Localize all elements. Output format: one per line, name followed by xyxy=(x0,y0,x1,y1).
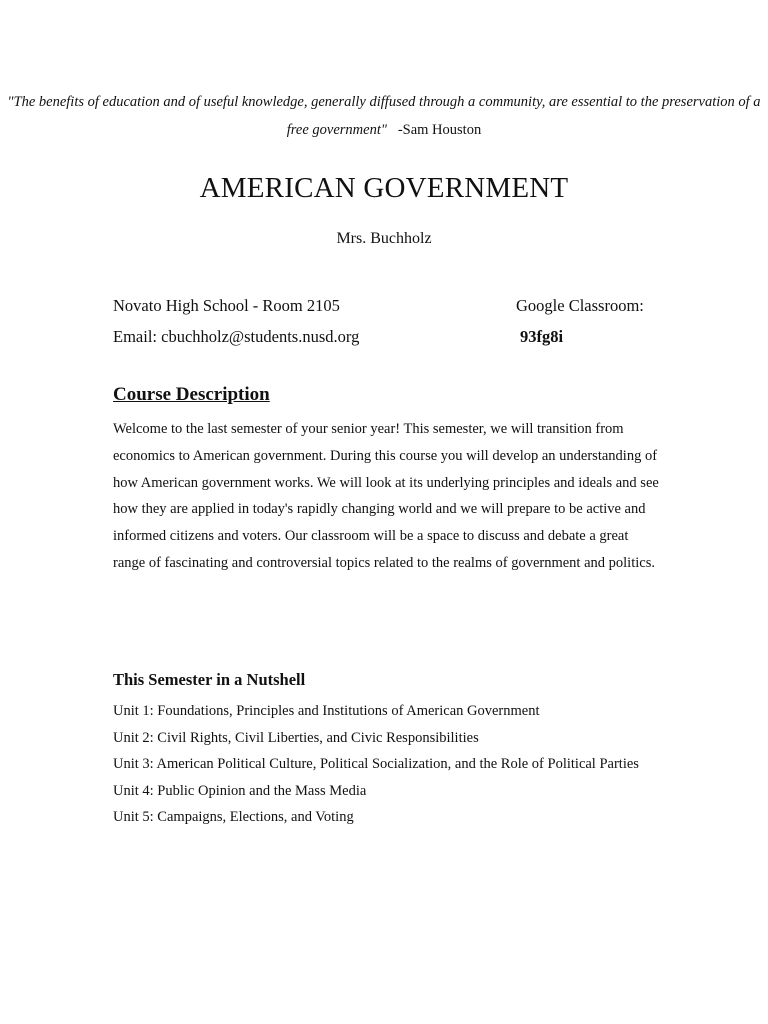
unit-item: Unit 4: Public Opinion and the Mass Media xyxy=(113,782,367,799)
google-classroom-info xyxy=(516,290,644,352)
course-description-heading: Course Description xyxy=(113,384,270,405)
epigraph-quote xyxy=(0,88,768,144)
google-classroom-code: 93fg8i xyxy=(520,327,564,346)
contact-info xyxy=(113,290,359,352)
school-room: Novato High School - Room 2105 xyxy=(113,296,340,315)
quote-author: -Sam Houston xyxy=(397,122,482,138)
unit-item: Unit 1: Foundations, Principles and Institutions of American Government xyxy=(113,703,540,719)
teacher-name: Mrs. Buchholz xyxy=(336,230,432,247)
course-description-body: Welcome to the last semester of your senior year! This semester, we will transition from economics to American government. During this course you will develop an understanding of how American government works. We will look at its underlying principles and ideals and see how they are applied in today's rapidly changing world and we will prepare to be active and informed citizens and voters. Our classroom will be a space to discuss and debate a great range of fascinating and controversial topics related to the realms of government and politics. xyxy=(113,421,659,571)
course-title: AMERICAN GOVERNMENT xyxy=(199,172,569,204)
unit-item: Unit 3: American Political Culture, Political Socialization, and the Role of Political Parties xyxy=(113,756,639,772)
google-classroom-label: Google Classroom: xyxy=(516,296,644,315)
unit-item: Unit 2: Civil Rights, Civil Liberties, and Civic Responsibilities xyxy=(113,729,479,746)
semester-nutshell-heading: This Semester in a Nutshell xyxy=(113,670,306,689)
unit-list xyxy=(113,698,653,831)
unit-item: Unit 5: Campaigns, Elections, and Voting xyxy=(113,809,354,825)
quote-text: "The benefits of education and of useful knowledge, generally diffused through a community, are essential to the preservation of a free government" xyxy=(7,94,761,138)
email-address: Email: cbuchholz@students.nusd.org xyxy=(113,327,360,346)
